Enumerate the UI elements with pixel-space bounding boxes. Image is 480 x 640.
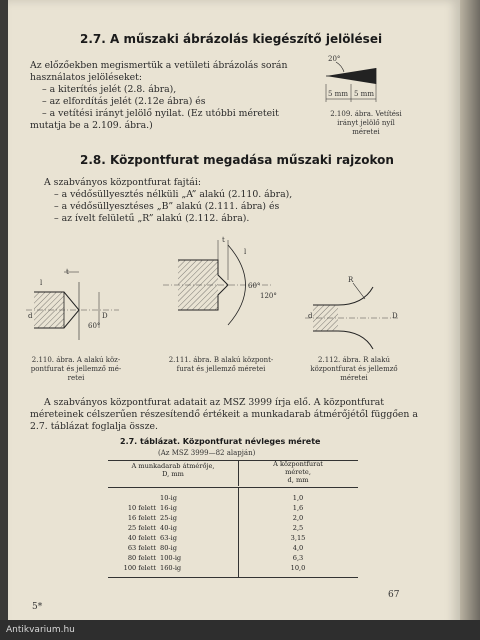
caption-line: retei — [67, 374, 85, 382]
list-item: – a védősüllyesztés nélküli „A” alakú (2.110. ábra), — [54, 189, 293, 200]
label-R: R — [348, 276, 354, 284]
caption-line: központfurat és jellemző — [310, 365, 398, 373]
table-subtitle: (Az MSZ 3999—82 alapján) — [158, 449, 256, 457]
label-d: d — [308, 312, 313, 320]
caption-line: méretei — [352, 128, 380, 136]
col-header: d, mm — [287, 476, 309, 484]
label-angle: 60° — [88, 322, 101, 330]
table-cell: 4,0 — [292, 544, 304, 552]
dim-label: 5 mm — [328, 90, 348, 98]
table-cell: 80 felett — [127, 554, 156, 562]
section-title-2-8: 2.8. Központfurat megadása műszaki rajzokon — [80, 153, 394, 167]
table-cell: 16-ig — [160, 504, 177, 512]
dim-label: 5 mm — [354, 90, 374, 98]
drawing-2-110 — [24, 262, 124, 352]
table-cell: 100 felett — [123, 564, 156, 572]
caption-line: pontfurat és jellemző mé- — [30, 365, 122, 373]
table-cell: 40 felett — [127, 534, 156, 542]
label-l: l — [244, 248, 247, 256]
label-angle2: 120° — [260, 292, 277, 300]
table-title: 2.7. táblázat. Központfurat névleges mérete — [120, 437, 321, 446]
col-header: D, mm — [162, 470, 184, 478]
col-header: A munkadarab átmérője, — [131, 462, 215, 470]
table-cell: 6,3 — [292, 554, 304, 562]
section-title-2-7: 2.7. A műszaki ábrázolás kiegészítő jelölései — [80, 32, 383, 46]
table-cell: 160-ig — [160, 564, 182, 572]
table-cell: 2,0 — [292, 514, 304, 522]
caption-line: 2.111. ábra. B alakú központ- — [168, 356, 274, 364]
figure-caption — [316, 110, 416, 137]
table-cell: 25 felett — [127, 524, 156, 532]
footer-signature: 5* — [32, 602, 43, 612]
list-item: – a vetítési irányt jelölő nyilat. (Ez utóbbi méreteit — [42, 108, 279, 119]
caption-line: 2.112. ábra. R alakú — [318, 356, 390, 364]
caption-line: furat és jellemző méretei — [176, 365, 266, 373]
page-number: 67 — [388, 590, 400, 600]
figure-caption — [166, 356, 276, 374]
list-item: – az elfordítás jelét (2.12e ábra) és — [42, 96, 206, 107]
table-cell: 2,5 — [292, 524, 304, 532]
list-item-end: mutatja be a 2.109. ábra.) — [30, 120, 153, 131]
intro-line: A szabványos központfurat fajtái: — [44, 177, 201, 188]
caption-line: méretei — [340, 374, 368, 382]
figure-caption — [304, 356, 404, 383]
label-t: t — [66, 268, 69, 276]
label-angle: 60° — [248, 282, 261, 290]
list-item: – a kiterítés jelét (2.8. ábra), — [42, 84, 177, 95]
table-cell: 63 felett — [127, 544, 156, 552]
table-cell: 80-ig — [160, 544, 177, 552]
col-header: A központfurat — [273, 460, 323, 468]
book-page — [8, 0, 460, 640]
drawing-2-112 — [303, 275, 403, 355]
caption-line: 2.109. ábra. Vetítési — [330, 110, 402, 118]
table-cell: 3,15 — [290, 534, 306, 542]
table-cell: 63-ig — [160, 534, 177, 542]
caption-line: irányt jelölő nyíl — [337, 119, 395, 127]
figure-caption — [26, 356, 126, 383]
list-item: – az ívelt felületű „R” alakú (2.112. ábra). — [54, 213, 250, 224]
table-cell: 25-ig — [160, 514, 177, 522]
paragraph-line: 2.7. táblázat foglalja össze. — [30, 421, 158, 432]
paragraph-line: A szabványos központfurat adatait az MSZ 3999 írja elő. A központfurat — [44, 397, 384, 408]
label-l: l — [40, 279, 43, 287]
label-D: D — [102, 312, 108, 320]
table-cell: 10-ig — [160, 494, 177, 502]
table — [108, 460, 358, 580]
table-cell: 100-ig — [160, 554, 182, 562]
paragraph-line: méreteinek célszerűen részesítendő értékeit a munkadarab átmérőjétől függően a — [30, 409, 418, 420]
table-cell: 16 felett — [127, 514, 156, 522]
table-cell: 1,0 — [292, 494, 304, 502]
label-t: t — [222, 236, 225, 244]
list-item: – a védősüllyesztéses „B” alakú (2.111. ábra) és — [54, 201, 280, 212]
intro-line-1: Az előzőekben megismertük a vetületi ábrázolás során — [30, 60, 288, 71]
caption-line: 2.110. ábra. A alakú köz- — [31, 356, 121, 364]
watermark: Antikvarium.hu — [0, 620, 480, 640]
label-D: D — [392, 312, 398, 320]
table-cell: 40-ig — [160, 524, 177, 532]
col-header: mérete, — [285, 468, 311, 476]
table-cell: 10,0 — [290, 564, 306, 572]
table-cell: 10 felett — [127, 504, 156, 512]
table-cell: 1,6 — [292, 504, 304, 512]
table-cell — [108, 494, 156, 503]
page-edge — [460, 0, 480, 640]
intro-line-2: használatos jelöléseket: — [30, 72, 143, 83]
label-d: d — [28, 312, 33, 320]
angle-label: 20° — [328, 55, 341, 63]
